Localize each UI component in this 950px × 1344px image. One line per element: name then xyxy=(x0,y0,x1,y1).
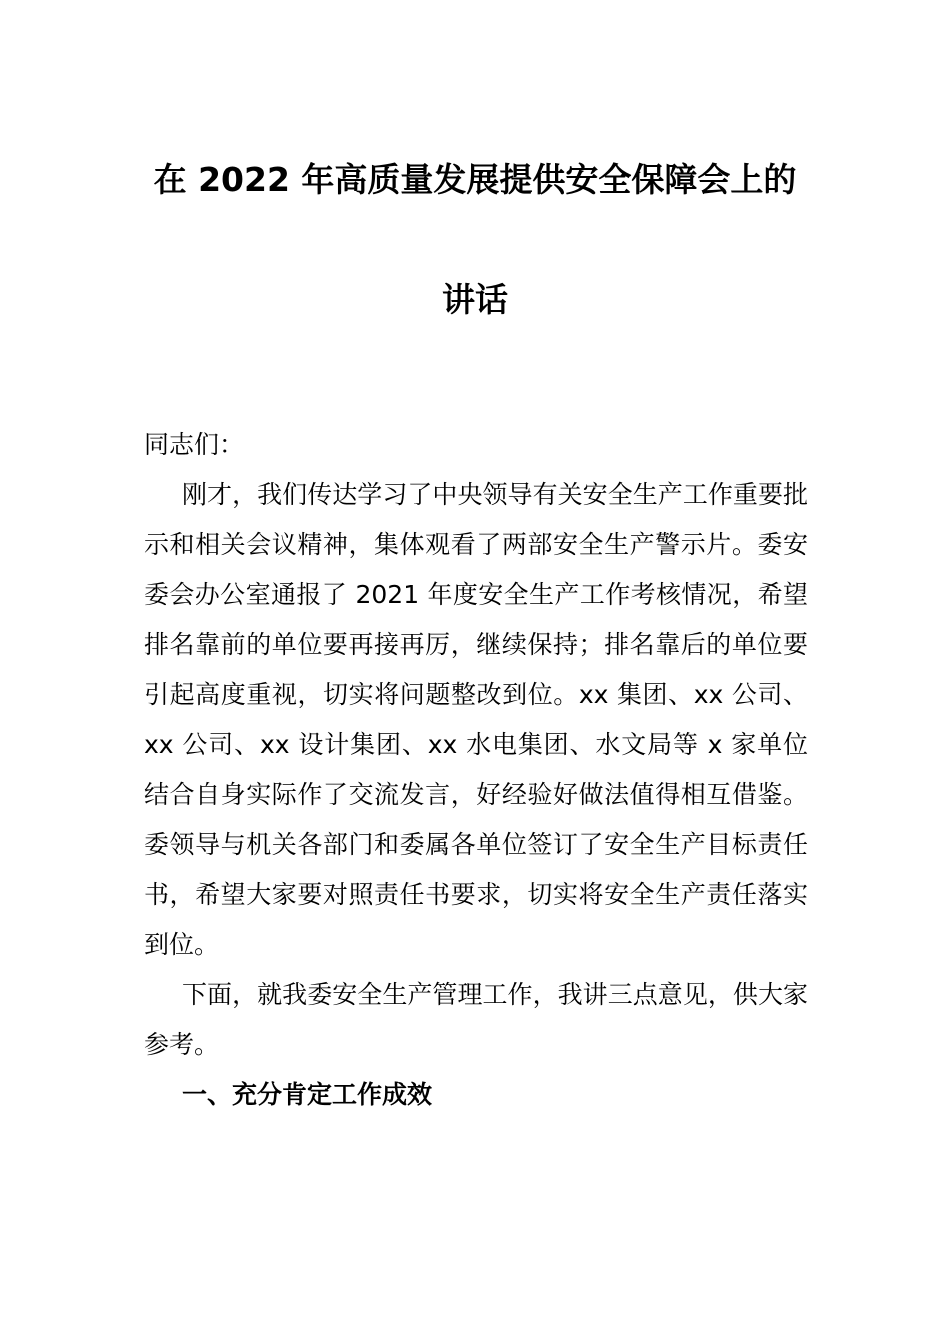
section-heading: 一、充分肯定工作成效 xyxy=(182,1080,433,1109)
salutation: 同志们： xyxy=(144,430,245,459)
paragraph-2: 下面，就我委安全生产管理工作，我讲三点意见，供大家参考。 xyxy=(144,980,808,1059)
document-body xyxy=(144,420,808,1120)
paragraph-1: 刚才，我们传达学习了中央领导有关安全生产工作重要批示和相关会议精神，集体观看了两部安全生产警示片。委安委会办公室通报了 2021 年度安全生产工作考核情况，希望排名靠前的单位要再接再厉，继续保持；排名靠后的单位要引起高度重视，切实将问题整改到位。xx 集团、xx 公司、xx 公司、xx 设计集团、xx 水电集团、水文局等 x 家单位结合自身实际作了交流发言，好经验好做法值得相互借鉴。委领导与机关各部门和委属各单位签订了安全生产目标责任书，希望大家要对照责任书要求，切实将安全生产责任落实到位。 xyxy=(144,480,808,959)
document-title-line-2: 讲话 xyxy=(442,280,508,319)
document-title-line-1: 在 2022 年高质量发展提供安全保障会上的 xyxy=(153,160,797,199)
